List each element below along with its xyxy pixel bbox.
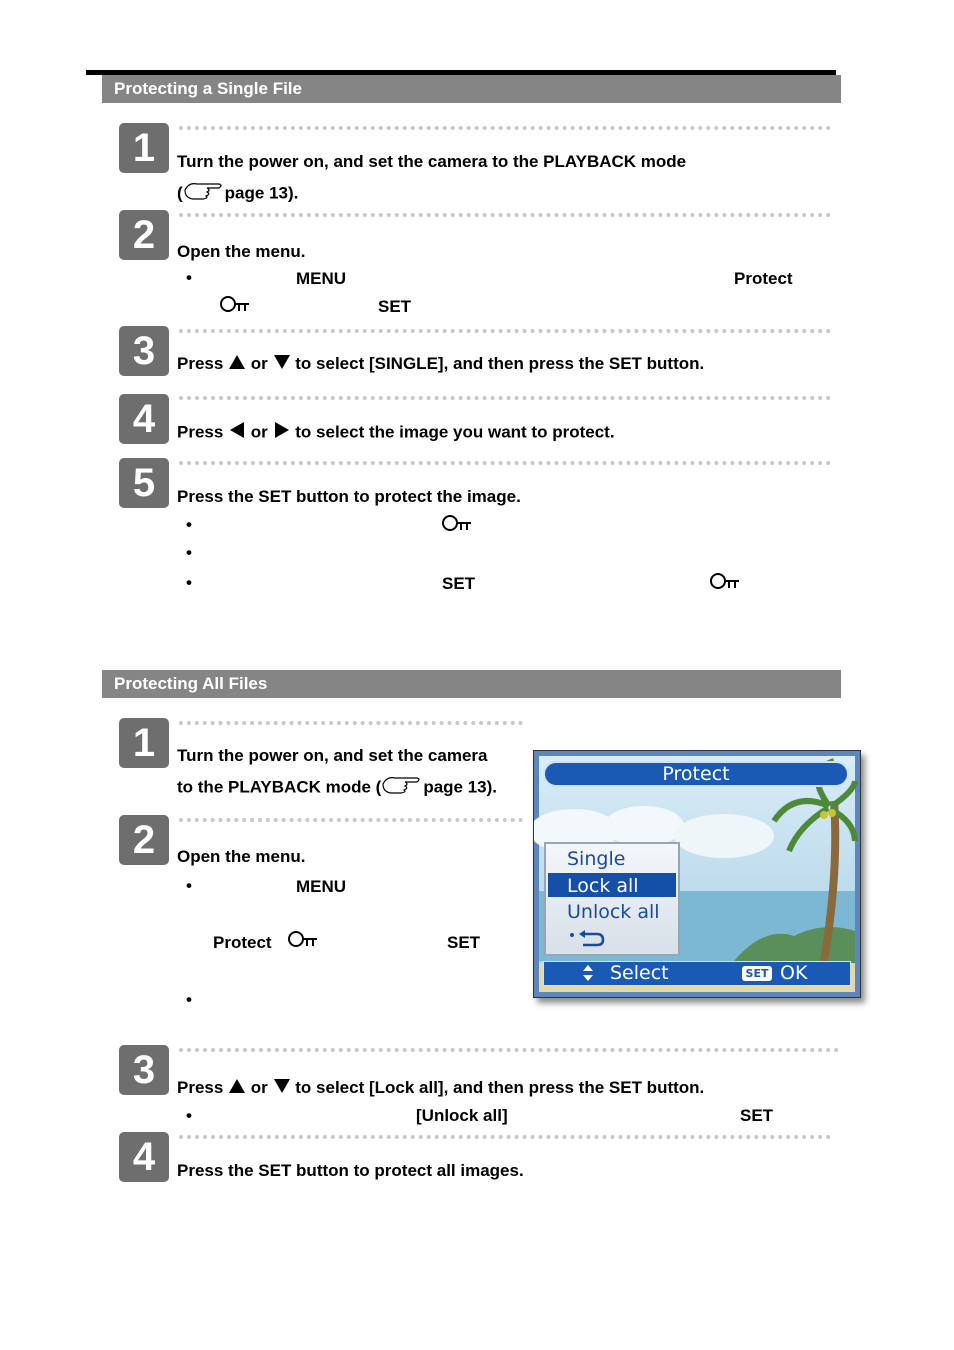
bullet: • bbox=[186, 1106, 192, 1125]
step-number: 2 bbox=[119, 210, 169, 260]
screen-title: Protect bbox=[662, 763, 730, 785]
divider bbox=[179, 1135, 831, 1143]
divider bbox=[179, 461, 831, 469]
option-lock-all[interactable]: Lock all bbox=[567, 875, 639, 897]
set-label: SET bbox=[378, 297, 412, 316]
divider bbox=[179, 126, 831, 134]
set-label: SET bbox=[442, 574, 476, 593]
step-text: Turn the power on, and set the camera to the PLAYBACK mode bbox=[177, 152, 687, 171]
divider bbox=[179, 213, 831, 221]
press-word: Press bbox=[177, 354, 224, 373]
paren: ( bbox=[177, 183, 183, 203]
step-text: Open the menu. bbox=[177, 847, 306, 866]
key-lock-icon bbox=[287, 929, 319, 954]
step-text bbox=[177, 1077, 704, 1100]
step-number: 2 bbox=[119, 815, 169, 865]
step-number: 5 bbox=[119, 458, 169, 508]
step-text: Turn the power on, and set the camera bbox=[177, 746, 488, 765]
key-lock-icon bbox=[709, 571, 741, 596]
press-word: Press bbox=[177, 422, 224, 442]
divider bbox=[179, 818, 523, 826]
section-header-all: Protecting All Files bbox=[102, 670, 841, 698]
option-unlock-all[interactable]: Unlock all bbox=[567, 901, 660, 923]
menu-label: MENU bbox=[296, 877, 347, 896]
page-ref: page 13). bbox=[224, 183, 299, 203]
up-arrow-icon bbox=[228, 354, 246, 376]
bullet: • bbox=[186, 876, 192, 895]
option-single[interactable]: Single bbox=[567, 848, 626, 870]
press-word: Press bbox=[177, 1078, 224, 1097]
instruction: to select the image you want to protect. bbox=[295, 422, 615, 442]
up-arrow-icon bbox=[228, 1078, 246, 1100]
footer-select: Select bbox=[610, 962, 669, 984]
or-word: or bbox=[250, 354, 268, 373]
or-word: or bbox=[250, 422, 268, 442]
bullet: • bbox=[186, 990, 192, 1009]
step-number: 3 bbox=[119, 1045, 169, 1095]
step-text bbox=[177, 180, 298, 208]
down-arrow-icon bbox=[273, 1078, 291, 1100]
step-text bbox=[177, 353, 704, 376]
key-lock-icon bbox=[441, 513, 473, 538]
protect-label: Protect bbox=[213, 933, 272, 952]
down-arrow-icon bbox=[273, 354, 291, 376]
page-ref: page 13). bbox=[423, 777, 498, 797]
text-part: to the PLAYBACK mode ( bbox=[177, 777, 382, 797]
menu-label: MENU bbox=[296, 269, 347, 288]
set-badge: SET bbox=[742, 966, 772, 981]
left-arrow-icon bbox=[228, 421, 246, 445]
hand-pointer-icon bbox=[381, 774, 423, 802]
step-number: 4 bbox=[119, 1132, 169, 1182]
instruction: to select [Lock all], and then press the SET button. bbox=[295, 1078, 705, 1097]
key-lock-icon bbox=[219, 294, 251, 319]
section-header-single: Protecting a Single File bbox=[102, 75, 841, 103]
divider bbox=[179, 396, 831, 404]
set-label: SET bbox=[740, 1106, 774, 1125]
footer-ok: OK bbox=[780, 962, 808, 984]
bullet: • bbox=[186, 573, 192, 592]
hand-pointer-icon bbox=[183, 180, 225, 208]
up-down-icon bbox=[582, 964, 594, 987]
step-text: Press the SET button to protect all images. bbox=[177, 1161, 524, 1180]
divider bbox=[179, 1048, 839, 1056]
step-number: 1 bbox=[119, 123, 169, 173]
right-arrow-icon bbox=[273, 421, 291, 445]
bullet: • bbox=[186, 543, 192, 562]
bullet: • bbox=[186, 268, 192, 287]
set-label: SET bbox=[447, 933, 481, 952]
bullet: • bbox=[186, 515, 192, 534]
instruction: to select [SINGLE], and then press the SET button. bbox=[295, 354, 705, 373]
camera-screen bbox=[533, 750, 861, 998]
step-number: 4 bbox=[119, 394, 169, 444]
divider bbox=[179, 329, 831, 337]
step-text bbox=[177, 421, 615, 445]
or-word: or bbox=[250, 1078, 268, 1097]
step-text: Open the menu. bbox=[177, 242, 306, 261]
step-number: 1 bbox=[119, 718, 169, 768]
unlock-all-label: [Unlock all] bbox=[416, 1106, 508, 1125]
protect-label: Protect bbox=[734, 269, 793, 288]
step-number: 3 bbox=[119, 326, 169, 376]
return-icon[interactable] bbox=[569, 929, 605, 952]
step-text: Press the SET button to protect the image. bbox=[177, 487, 521, 506]
divider bbox=[179, 721, 523, 729]
step-text bbox=[177, 774, 497, 802]
